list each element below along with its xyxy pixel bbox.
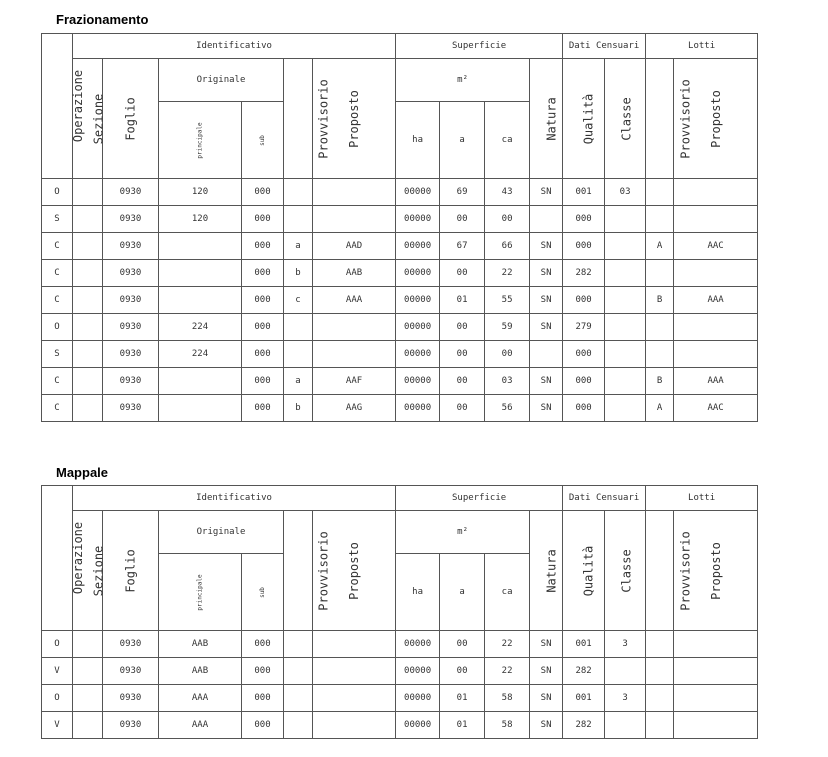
col-classe (605, 511, 646, 631)
cell-lotti-proposto (674, 341, 758, 368)
cell-classe (605, 712, 646, 739)
cell-a: 00 (440, 341, 485, 368)
col-qualita-label: Qualità (581, 545, 596, 596)
cell-qualita: 000 (563, 395, 605, 422)
cell-ca: 22 (485, 260, 530, 287)
cell-qualita: 282 (563, 658, 605, 685)
group-identificativo: Identificativo (73, 486, 396, 511)
cell-provvisorio: a (284, 233, 313, 260)
table-row (42, 368, 758, 395)
cell-operazione: O (42, 179, 73, 206)
col-provvisorio (284, 59, 331, 179)
table-row (42, 685, 758, 712)
cell-ca: 43 (485, 179, 530, 206)
cell-proposto (313, 712, 396, 739)
cell-qualita: 282 (563, 712, 605, 739)
cell-operazione: S (42, 341, 73, 368)
col-sub (242, 554, 284, 631)
mappale-table (41, 485, 758, 739)
cell-provvisorio: a (284, 368, 313, 395)
cell-principale (159, 260, 242, 287)
cell-ca: 00 (485, 206, 530, 233)
cell-provvisorio (284, 341, 313, 368)
cell-operazione: C (42, 260, 73, 287)
cell-natura: SN (530, 368, 563, 395)
cell-qualita: 282 (563, 260, 605, 287)
cell-sub: 000 (242, 631, 284, 658)
frazionamento-table (41, 33, 758, 422)
cell-natura: SN (530, 233, 563, 260)
cell-principale (159, 368, 242, 395)
cell-a: 00 (440, 631, 485, 658)
cell-lotti-proposto (674, 712, 758, 739)
cell-a: 01 (440, 685, 485, 712)
cell-lotti-proposto: AAA (674, 287, 758, 314)
cell-principale: AAB (159, 658, 242, 685)
cell-provvisorio (284, 658, 313, 685)
cell-ha: 00000 (396, 179, 440, 206)
cell-classe (605, 233, 646, 260)
cell-foglio: 0930 (103, 260, 159, 287)
cell-proposto (313, 631, 396, 658)
cell-classe (605, 368, 646, 395)
cell-a: 00 (440, 658, 485, 685)
col-proposto-label: Proposto (347, 89, 362, 148)
cell-qualita: 000 (563, 206, 605, 233)
cell-qualita: 001 (563, 631, 605, 658)
col-provvisorio (284, 511, 331, 631)
cell-foglio: 0930 (103, 368, 159, 395)
col-classe (605, 59, 646, 179)
col-lotti-provvisorio-label: Provvisorio (678, 530, 693, 611)
cell-ca: 56 (485, 395, 530, 422)
cell-sub: 000 (242, 341, 284, 368)
col-operazione-label: Operazione (71, 521, 86, 595)
col-classe-label: Classe (619, 96, 634, 141)
cell-qualita: 000 (563, 287, 605, 314)
table-row (42, 658, 758, 685)
cell-provvisorio (284, 685, 313, 712)
cell-sub: 000 (242, 395, 284, 422)
col-operazione (42, 486, 86, 631)
cell-ha: 00000 (396, 658, 440, 685)
cell-principale (159, 287, 242, 314)
cell-natura: SN (530, 314, 563, 341)
cell-foglio: 0930 (103, 233, 159, 260)
cell-ca: 22 (485, 658, 530, 685)
table-row (42, 287, 758, 314)
cell-operazione: V (42, 712, 73, 739)
cell-natura: SN (530, 658, 563, 685)
col-qualita-label: Qualità (581, 93, 596, 144)
header-row-2 (42, 511, 758, 554)
col-foglio (103, 59, 159, 179)
cell-sezione (73, 233, 103, 260)
cell-ha: 00000 (396, 631, 440, 658)
col-principale (159, 102, 242, 179)
header-row-2 (42, 59, 758, 102)
cell-sezione (73, 314, 103, 341)
table-row (42, 233, 758, 260)
cell-foglio: 0930 (103, 631, 159, 658)
col-sub (242, 102, 284, 179)
cell-principale: 224 (159, 341, 242, 368)
mappale-title: Mappale (56, 465, 109, 480)
col-sezione-label: Sezione (91, 545, 106, 596)
cell-ha: 00000 (396, 287, 440, 314)
cell-ha: 00000 (396, 685, 440, 712)
cell-provvisorio (284, 206, 313, 233)
cell-operazione: C (42, 395, 73, 422)
cell-operazione: O (42, 685, 73, 712)
cell-classe (605, 287, 646, 314)
cell-sezione (73, 341, 103, 368)
cell-sezione (73, 685, 103, 712)
table-row (42, 314, 758, 341)
col-ca: ca (485, 554, 530, 631)
cell-foglio: 0930 (103, 341, 159, 368)
cell-provvisorio: c (284, 287, 313, 314)
group-superficie: Superficie (396, 486, 563, 511)
unit-m2: m² (396, 59, 530, 102)
cell-principale: AAA (159, 712, 242, 739)
cell-proposto (313, 341, 396, 368)
table-row (42, 341, 758, 368)
cell-sezione (73, 260, 103, 287)
col-proposto-label: Proposto (347, 541, 362, 600)
cell-provvisorio: b (284, 260, 313, 287)
col-foglio-label: Foglio (123, 96, 138, 141)
cell-proposto (313, 179, 396, 206)
cell-foglio: 0930 (103, 206, 159, 233)
col-natura-label: Natura (544, 96, 559, 141)
cell-foglio: 0930 (103, 395, 159, 422)
cell-ha: 00000 (396, 368, 440, 395)
cell-ca: 59 (485, 314, 530, 341)
cell-ha: 00000 (396, 314, 440, 341)
group-dati-censuari: Dati Censuari (563, 486, 646, 511)
cell-foglio: 0930 (103, 712, 159, 739)
group-lotti: Lotti (646, 34, 758, 59)
cell-operazione: C (42, 368, 73, 395)
cell-sub: 000 (242, 260, 284, 287)
col-ca: ca (485, 102, 530, 179)
cell-sub: 000 (242, 368, 284, 395)
cell-foglio: 0930 (103, 179, 159, 206)
cell-principale: AAB (159, 631, 242, 658)
cell-ca: 55 (485, 287, 530, 314)
cell-a: 01 (440, 287, 485, 314)
cell-lotti-proposto: AAA (674, 368, 758, 395)
col-provvisorio-label: Provvisorio (316, 530, 331, 611)
cell-operazione: O (42, 314, 73, 341)
cell-lotti-provvisorio (646, 712, 674, 739)
cell-lotti-provvisorio (646, 658, 674, 685)
table-row (42, 395, 758, 422)
cell-natura: SN (530, 685, 563, 712)
col-qualita (563, 511, 605, 631)
cell-a: 69 (440, 179, 485, 206)
cell-ha: 00000 (396, 260, 440, 287)
cell-lotti-provvisorio (646, 685, 674, 712)
cell-ha: 00000 (396, 341, 440, 368)
cell-sezione (73, 631, 103, 658)
cell-provvisorio (284, 631, 313, 658)
cell-provvisorio: b (284, 395, 313, 422)
cell-lotti-proposto (674, 314, 758, 341)
col-principale (159, 554, 242, 631)
cell-natura: SN (530, 179, 563, 206)
cell-proposto: AAF (313, 368, 396, 395)
col-operazione-label: Operazione (71, 69, 86, 143)
col-operazione (42, 34, 86, 179)
cell-natura: SN (530, 395, 563, 422)
header-group-row (42, 34, 758, 59)
cell-natura (530, 341, 563, 368)
cell-principale: 120 (159, 179, 242, 206)
cell-lotti-provvisorio (646, 179, 674, 206)
cell-foglio: 0930 (103, 658, 159, 685)
cell-a: 01 (440, 712, 485, 739)
cell-sezione (73, 395, 103, 422)
col-ha: ha (396, 554, 440, 631)
cell-classe (605, 314, 646, 341)
cell-lotti-provvisorio: A (646, 233, 674, 260)
col-a: a (440, 102, 485, 179)
cell-classe (605, 341, 646, 368)
cell-ca: 66 (485, 233, 530, 260)
cell-qualita: 001 (563, 685, 605, 712)
cell-provvisorio (284, 314, 313, 341)
frazionamento-title: Frazionamento (56, 12, 149, 27)
cell-classe: 3 (605, 685, 646, 712)
cell-sub: 000 (242, 287, 284, 314)
col-lotti-provvisorio-label: Provvisorio (678, 78, 693, 159)
group-dati-censuari: Dati Censuari (563, 34, 646, 59)
table-row (42, 206, 758, 233)
cell-principale: 120 (159, 206, 242, 233)
cell-lotti-provvisorio (646, 260, 674, 287)
group-lotti: Lotti (646, 486, 758, 511)
col-qualita (563, 59, 605, 179)
cell-operazione: S (42, 206, 73, 233)
cell-a: 00 (440, 314, 485, 341)
col-foglio (103, 511, 159, 631)
cell-lotti-proposto (674, 658, 758, 685)
unit-m2: m² (396, 511, 530, 554)
cell-lotti-provvisorio (646, 341, 674, 368)
cell-proposto: AAA (313, 287, 396, 314)
cell-lotti-proposto (674, 179, 758, 206)
cell-ha: 00000 (396, 206, 440, 233)
col-natura-label: Natura (544, 548, 559, 593)
cell-foglio: 0930 (103, 287, 159, 314)
col-sub-label: sub (259, 135, 266, 146)
cell-lotti-provvisorio (646, 206, 674, 233)
cell-principale: AAA (159, 685, 242, 712)
group-originale: Originale (159, 59, 284, 102)
cell-sezione (73, 206, 103, 233)
cell-lotti-provvisorio: B (646, 368, 674, 395)
cell-natura: SN (530, 287, 563, 314)
cell-ha: 00000 (396, 395, 440, 422)
cell-operazione: C (42, 233, 73, 260)
cell-proposto (313, 658, 396, 685)
cell-classe (605, 260, 646, 287)
col-classe-label: Classe (619, 548, 634, 593)
cell-a: 00 (440, 206, 485, 233)
cell-qualita: 001 (563, 179, 605, 206)
table-row (42, 260, 758, 287)
group-superficie: Superficie (396, 34, 563, 59)
cell-natura: SN (530, 631, 563, 658)
cell-operazione: C (42, 287, 73, 314)
col-foglio-label: Foglio (123, 548, 138, 593)
cell-proposto (313, 685, 396, 712)
cell-sezione (73, 368, 103, 395)
cell-sub: 000 (242, 712, 284, 739)
col-principale-label: principale (196, 122, 204, 159)
cell-sub: 000 (242, 206, 284, 233)
cell-classe (605, 395, 646, 422)
cell-ha: 00000 (396, 712, 440, 739)
cell-provvisorio (284, 712, 313, 739)
cell-lotti-proposto (674, 206, 758, 233)
col-provvisorio-label: Provvisorio (316, 78, 331, 159)
cell-ca: 03 (485, 368, 530, 395)
cell-sub: 000 (242, 658, 284, 685)
cell-lotti-proposto (674, 631, 758, 658)
cell-lotti-proposto: AAC (674, 233, 758, 260)
cell-ca: 58 (485, 712, 530, 739)
cell-a: 00 (440, 395, 485, 422)
cell-qualita: 000 (563, 368, 605, 395)
cell-sub: 000 (242, 233, 284, 260)
cell-lotti-provvisorio (646, 631, 674, 658)
group-originale: Originale (159, 511, 284, 554)
cell-sub: 000 (242, 685, 284, 712)
col-sub-label: sub (259, 587, 266, 598)
cell-principale: 224 (159, 314, 242, 341)
cell-sezione (73, 712, 103, 739)
cell-sezione (73, 658, 103, 685)
col-lotti-proposto-label: Proposto (708, 541, 723, 600)
cell-sezione (73, 287, 103, 314)
col-principale-label: principale (196, 574, 204, 611)
col-natura (530, 59, 563, 179)
cell-lotti-proposto (674, 685, 758, 712)
cell-natura: SN (530, 260, 563, 287)
cell-lotti-provvisorio (646, 314, 674, 341)
col-lotti-provvisorio (646, 511, 693, 631)
cell-ha: 00000 (396, 233, 440, 260)
table-row (42, 712, 758, 739)
cell-a: 00 (440, 368, 485, 395)
col-lotti-proposto-label: Proposto (708, 89, 723, 148)
cell-qualita: 000 (563, 233, 605, 260)
table-row (42, 179, 758, 206)
cell-classe (605, 658, 646, 685)
cell-foglio: 0930 (103, 685, 159, 712)
cell-a: 67 (440, 233, 485, 260)
cell-sub: 000 (242, 179, 284, 206)
cell-operazione: O (42, 631, 73, 658)
cell-principale (159, 395, 242, 422)
cell-ca: 00 (485, 341, 530, 368)
cell-principale (159, 233, 242, 260)
cell-proposto (313, 206, 396, 233)
cell-proposto: AAD (313, 233, 396, 260)
col-lotti-provvisorio (646, 59, 693, 179)
cell-sezione (73, 179, 103, 206)
cell-operazione: V (42, 658, 73, 685)
cell-qualita: 000 (563, 341, 605, 368)
table-row (42, 631, 758, 658)
cell-lotti-provvisorio: A (646, 395, 674, 422)
header-group-row (42, 486, 758, 511)
col-sezione-label: Sezione (91, 93, 106, 144)
cell-provvisorio (284, 179, 313, 206)
cell-ca: 22 (485, 631, 530, 658)
cell-proposto: AAG (313, 395, 396, 422)
cell-ca: 58 (485, 685, 530, 712)
cell-qualita: 279 (563, 314, 605, 341)
cell-classe: 03 (605, 179, 646, 206)
col-a: a (440, 554, 485, 631)
cell-classe: 3 (605, 631, 646, 658)
col-ha: ha (396, 102, 440, 179)
cell-natura: SN (530, 712, 563, 739)
cell-a: 00 (440, 260, 485, 287)
group-identificativo: Identificativo (73, 34, 396, 59)
cell-lotti-proposto (674, 260, 758, 287)
cell-classe (605, 206, 646, 233)
cell-natura (530, 206, 563, 233)
cell-proposto: AAB (313, 260, 396, 287)
cell-proposto (313, 314, 396, 341)
cell-lotti-provvisorio: B (646, 287, 674, 314)
cell-sub: 000 (242, 314, 284, 341)
col-natura (530, 511, 563, 631)
cell-lotti-proposto: AAC (674, 395, 758, 422)
cell-foglio: 0930 (103, 314, 159, 341)
